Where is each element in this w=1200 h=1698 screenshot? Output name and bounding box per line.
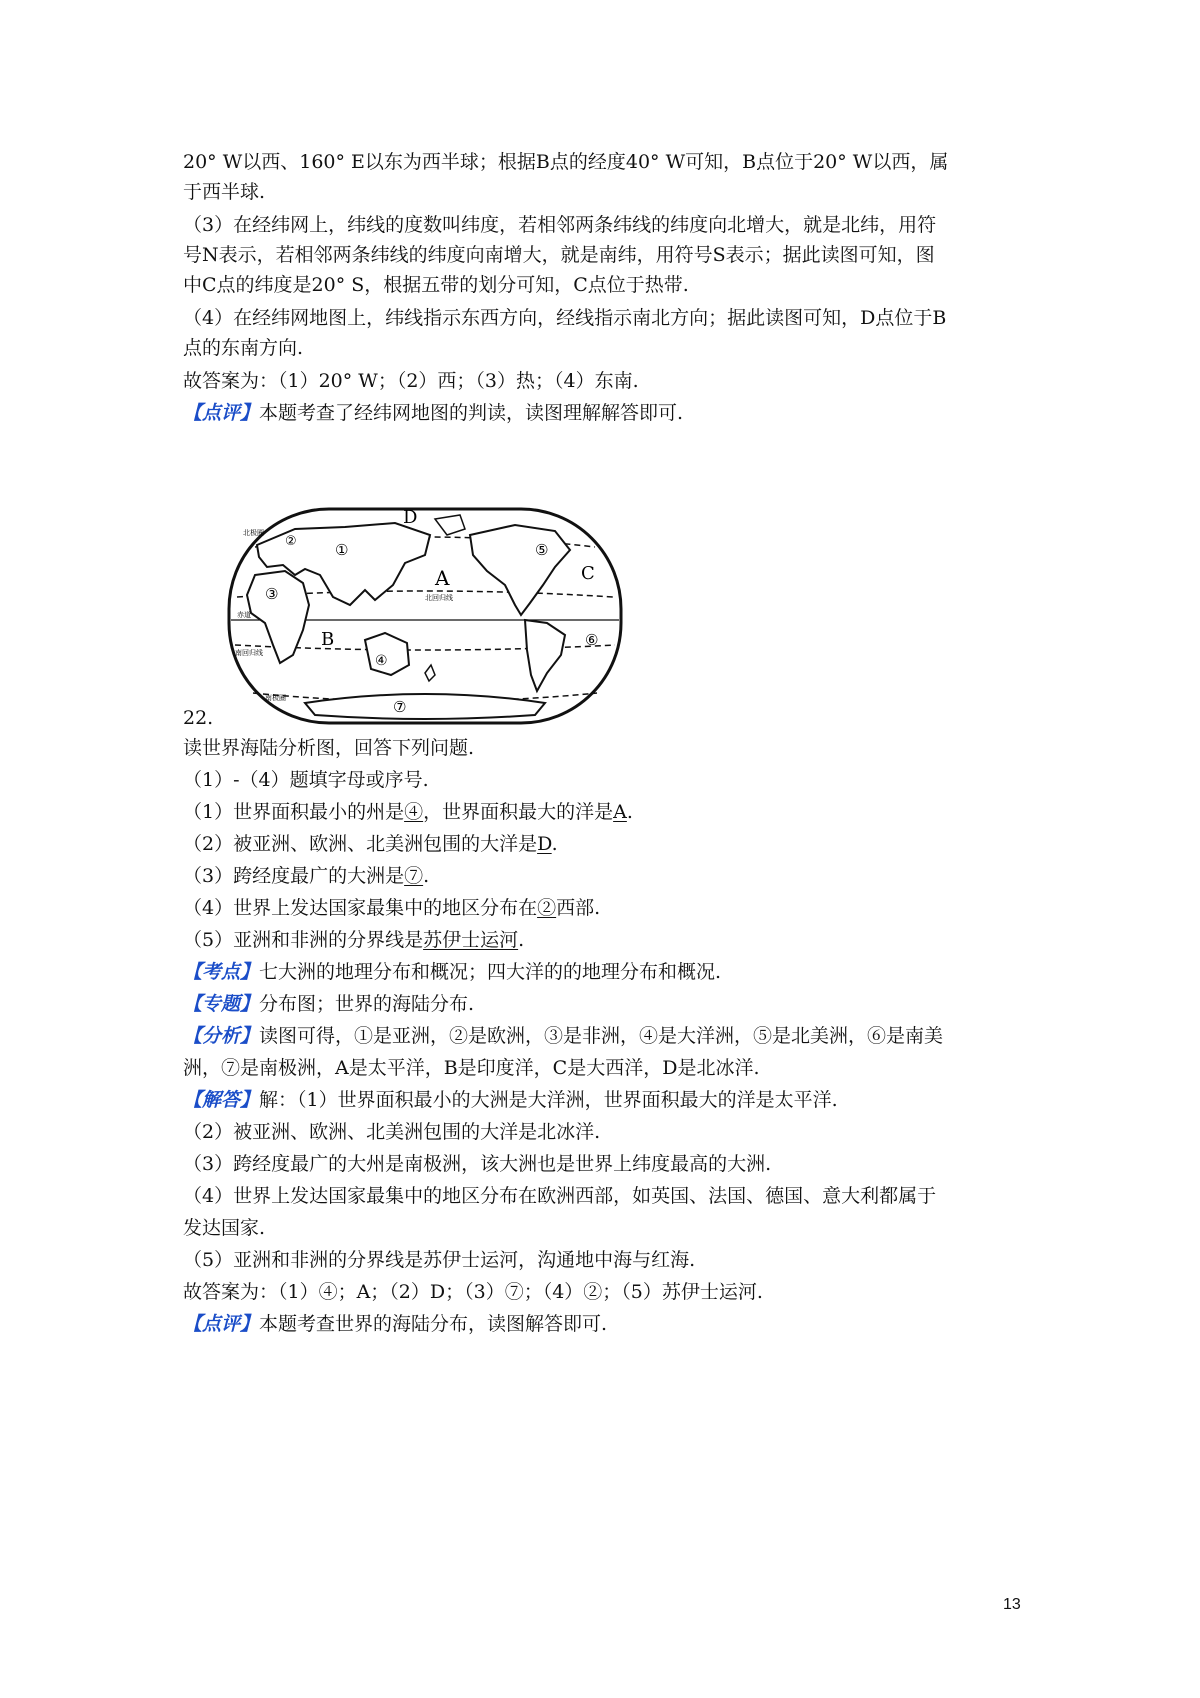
- map-small-label-arctic: 北极圈: [243, 529, 264, 537]
- question-2: [183, 829, 558, 859]
- question-1: [183, 797, 633, 827]
- kaodian-text: 七大洲的地理分布和概况；四大洋的的地理分布和概况.: [259, 961, 722, 983]
- q2-end: .: [551, 833, 558, 855]
- q3-text: （3）跨经度最广的大洲是: [183, 865, 405, 887]
- prev-answer-line-2: 于西半球.: [183, 181, 266, 203]
- jieda-line-4: （4）世界上发达国家最集中的地区分布在欧洲西部，如英国、法国、德国、意大利都属于: [183, 1185, 937, 1207]
- dianping-tag: 【点评】: [183, 1313, 260, 1335]
- jieda-line-2: （2）被亚洲、欧洲、北美洲包围的大洋是北冰洋.: [183, 1121, 601, 1143]
- map-label-asia: ①: [335, 541, 349, 559]
- map-label-south-america: ⑥: [585, 631, 599, 649]
- q5-answer: 苏伊士运河: [423, 929, 519, 951]
- jieda-line-1: [183, 1085, 838, 1115]
- map-label-africa: ③: [265, 585, 279, 603]
- question-5: [183, 925, 524, 955]
- final-answer: 故答案为：（1）④；A；（2）D；（3）⑦；（4）②；（5）苏伊士运河.: [183, 1281, 763, 1303]
- prev-answer-final: 故答案为：（1）20° W；（2）西；（3）热；（4）东南.: [183, 370, 639, 392]
- map-label-north-america: ⑤: [535, 541, 549, 559]
- jieda-tag: 【解答】: [183, 1089, 260, 1111]
- q5-end: .: [518, 929, 525, 951]
- comment-text: 本题考查了经纬网地图的判读，读图理解解答即可.: [259, 402, 684, 424]
- question-intro: 读世界海陆分析图，回答下列问题.: [183, 737, 475, 759]
- map-label-D: D: [403, 507, 418, 528]
- q5-text: （5）亚洲和非洲的分界线是: [183, 929, 424, 951]
- prev-comment: [183, 398, 683, 428]
- question-number: 22.: [183, 707, 214, 729]
- zhuanti-tag: 【专题】: [183, 993, 260, 1015]
- q4-answer: ②: [537, 897, 557, 919]
- kaodian: [183, 957, 721, 987]
- fenxi-line-2: 洲，⑦是南极洲，A是太平洋，B是印度洋，C是大西洋，D是北冰洋.: [183, 1057, 760, 1079]
- fenxi-tag: 【分析】: [183, 1025, 260, 1047]
- map-label-C: C: [581, 563, 595, 584]
- zhuanti-text: 分布图；世界的海陆分布.: [259, 993, 475, 1015]
- map-small-label-capricorn: 南回归线: [235, 649, 263, 657]
- q1-answer-1: ④: [404, 801, 424, 823]
- comment-tag: 【点评】: [183, 402, 260, 424]
- fenxi-line-1: [183, 1021, 943, 1051]
- prev-answer-line-1: 20° W以西、160° E以东为西半球；根据B点的经度40° W可知，B点位于20° W以西，属: [183, 151, 949, 173]
- q4-end: 西部.: [556, 897, 601, 919]
- jieda-line-3: （3）跨经度最广的大州是南极洲，该大洲也是世界上纬度最高的大洲.: [183, 1153, 772, 1175]
- map-label-A: A: [435, 566, 450, 590]
- map-label-europe: ②: [285, 534, 297, 549]
- antarctica-shape: [305, 694, 545, 719]
- jieda-text-1: 解：（1）世界面积最小的大洲是大洋洲，世界面积最大的洋是太平洋.: [259, 1089, 838, 1111]
- prev-answer-line-3: （3）在经纬网上，纬线的度数叫纬度，若相邻两条纬线的纬度向北增大，就是北纬，用符: [183, 214, 937, 236]
- map-label-oceania: ④: [375, 653, 388, 669]
- prev-answer-line-7: 点的东南方向.: [183, 337, 304, 359]
- q1-text: （1）世界面积最小的州是: [183, 801, 405, 823]
- kaodian-tag: 【考点】: [183, 961, 260, 983]
- map-small-label-cancer: 北回归线: [425, 594, 453, 602]
- q4-text: （4）世界上发达国家最集中的地区分布在: [183, 897, 538, 919]
- map-label-antarctica: ⑦: [393, 698, 407, 716]
- jieda-line-5: 发达国家.: [183, 1217, 266, 1239]
- q2-answer: D: [537, 833, 552, 855]
- dianping: [183, 1309, 607, 1339]
- q2-text: （2）被亚洲、欧洲、北美洲包围的大洋是: [183, 833, 538, 855]
- dianping-text: 本题考查世界的海陆分布，读图解答即可.: [259, 1313, 608, 1335]
- question-note: （1）-（4）题填字母或序号.: [183, 769, 429, 791]
- world-sea-land-map: [225, 505, 625, 727]
- zhuanti: [183, 989, 474, 1019]
- q1-answer-2: A: [613, 801, 627, 823]
- prev-answer-line-6: （4）在经纬网地图上，纬线指示东西方向，经线指示南北方向；据此读图可知，D点位于B: [183, 307, 947, 329]
- q3-end: .: [423, 865, 430, 887]
- q3-answer: ⑦: [404, 865, 424, 887]
- question-3: [183, 861, 429, 891]
- q1-end: .: [626, 801, 633, 823]
- jieda-line-6: （5）亚洲和非洲的分界线是苏伊士运河，沟通地中海与红海.: [183, 1249, 696, 1271]
- question-4: [183, 893, 600, 923]
- map-small-label-antarctic: 南极圈: [265, 694, 286, 702]
- fenxi-text-1: 读图可得，①是亚洲，②是欧洲，③是非洲，④是大洋洲，⑤是北美洲，⑥是南美: [259, 1025, 944, 1047]
- map-small-label-equator: 赤道: [237, 611, 251, 619]
- map-label-B: B: [321, 629, 335, 650]
- page-number: 13: [1003, 1596, 1021, 1613]
- q1-mid: ，世界面积最大的洋是: [423, 801, 614, 823]
- prev-answer-line-5: 中C点的纬度是20° S，根据五带的划分可知，C点位于热带.: [183, 274, 689, 296]
- prev-answer-line-4: 号N表示，若相邻两条纬线的纬度向南增大，就是南纬，用符号S表示；据此读图可知，图: [183, 244, 935, 266]
